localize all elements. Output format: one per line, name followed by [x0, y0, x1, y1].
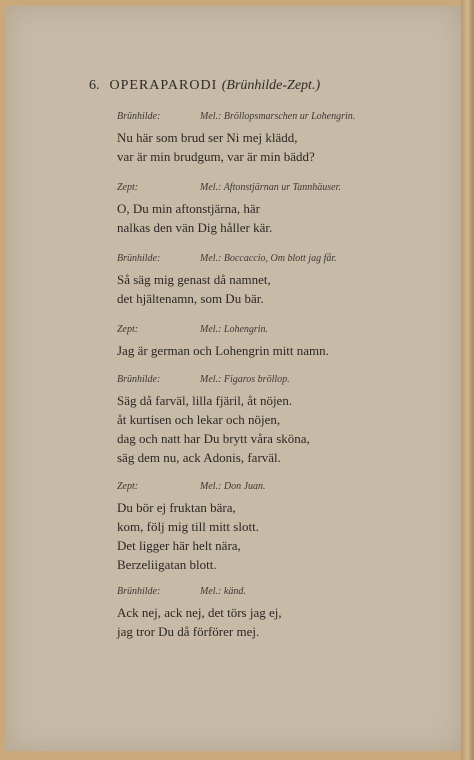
- verse-line: dag och natt har Du brytt våra sköna,: [117, 431, 310, 446]
- speaker-label: Brünhilde:: [117, 586, 161, 597]
- verse-block: [117, 110, 447, 166]
- verse-line: det hjältenamn, som Du bär.: [117, 291, 264, 306]
- melody-label: Mel.: känd.: [200, 586, 246, 597]
- verse-line: var är min brudgum, var är min bädd?: [117, 149, 315, 164]
- verse-line: säg dem nu, ack Adonis, farväl.: [117, 450, 281, 465]
- verse-meta: [117, 181, 447, 199]
- speaker-label: Brünhilde:: [117, 253, 161, 264]
- melody-label: Mel.: Figaros bröllop.: [200, 374, 290, 385]
- verse-line: O, Du min aftonstjärna, här: [117, 201, 260, 216]
- verse-line: Du bör ej fruktan bära,: [117, 500, 236, 515]
- verse-meta: [117, 252, 447, 270]
- speaker-label: Zept:: [117, 324, 139, 335]
- section-subtitle: (Brünhilde-Zept.): [221, 78, 321, 93]
- book-spine: [461, 0, 474, 760]
- speaker-label: Brünhilde:: [117, 374, 161, 385]
- verse-meta: [117, 585, 447, 603]
- speaker-label: Brünhilde:: [117, 111, 161, 122]
- melody-label: Mel.: Lohengrin.: [200, 324, 269, 335]
- melody-label: Mel.: Bröllopsmarschen ur Lohengrin.: [200, 111, 356, 122]
- verse-line: Berzeliigatan blott.: [117, 557, 217, 572]
- verse-line: nalkas den vän Dig håller kär.: [117, 220, 273, 235]
- speaker-label: Zept:: [117, 481, 139, 492]
- verse-line: Nu här som brud ser Ni mej klädd,: [117, 130, 298, 145]
- verse-block: [117, 181, 447, 237]
- verse-block: [117, 480, 447, 574]
- verse-line: Ack nej, ack nej, det törs jag ej,: [117, 605, 282, 620]
- verse-meta: [117, 373, 447, 391]
- verse-meta: [117, 323, 447, 341]
- verse-line: Så säg mig genast då namnet,: [117, 272, 271, 287]
- verse-line: Det ligger här helt nära,: [117, 538, 241, 553]
- verse-block: [117, 252, 447, 308]
- verse-meta: [117, 480, 447, 498]
- speaker-label: Zept:: [117, 182, 139, 193]
- verse-line: Säg då farväl, lilla fjäril, åt nöjen.: [117, 393, 293, 408]
- verse-line: åt kurtisen och lekar och nöjen,: [117, 412, 281, 427]
- section-title: OPERAPARODI: [109, 78, 218, 93]
- section-heading: [89, 78, 320, 94]
- melody-label: Mel.: Aftonstjärnan ur Tannhäuser.: [200, 182, 341, 193]
- verse-line: Jag är german och Lohengrin mitt namn.: [117, 343, 329, 358]
- verse-meta: [117, 110, 447, 128]
- melody-label: Mel.: Boccaccio, Om blott jag får.: [200, 253, 337, 264]
- verse-block: [117, 585, 447, 641]
- melody-label: Mel.: Don Juan.: [200, 481, 266, 492]
- verse-line: jag tror Du då förförer mej.: [117, 624, 260, 639]
- verse-block: [117, 373, 447, 467]
- section-number: 6.: [89, 78, 100, 93]
- verse-block: [117, 323, 447, 360]
- verse-line: kom, följ mig till mitt slott.: [117, 519, 259, 534]
